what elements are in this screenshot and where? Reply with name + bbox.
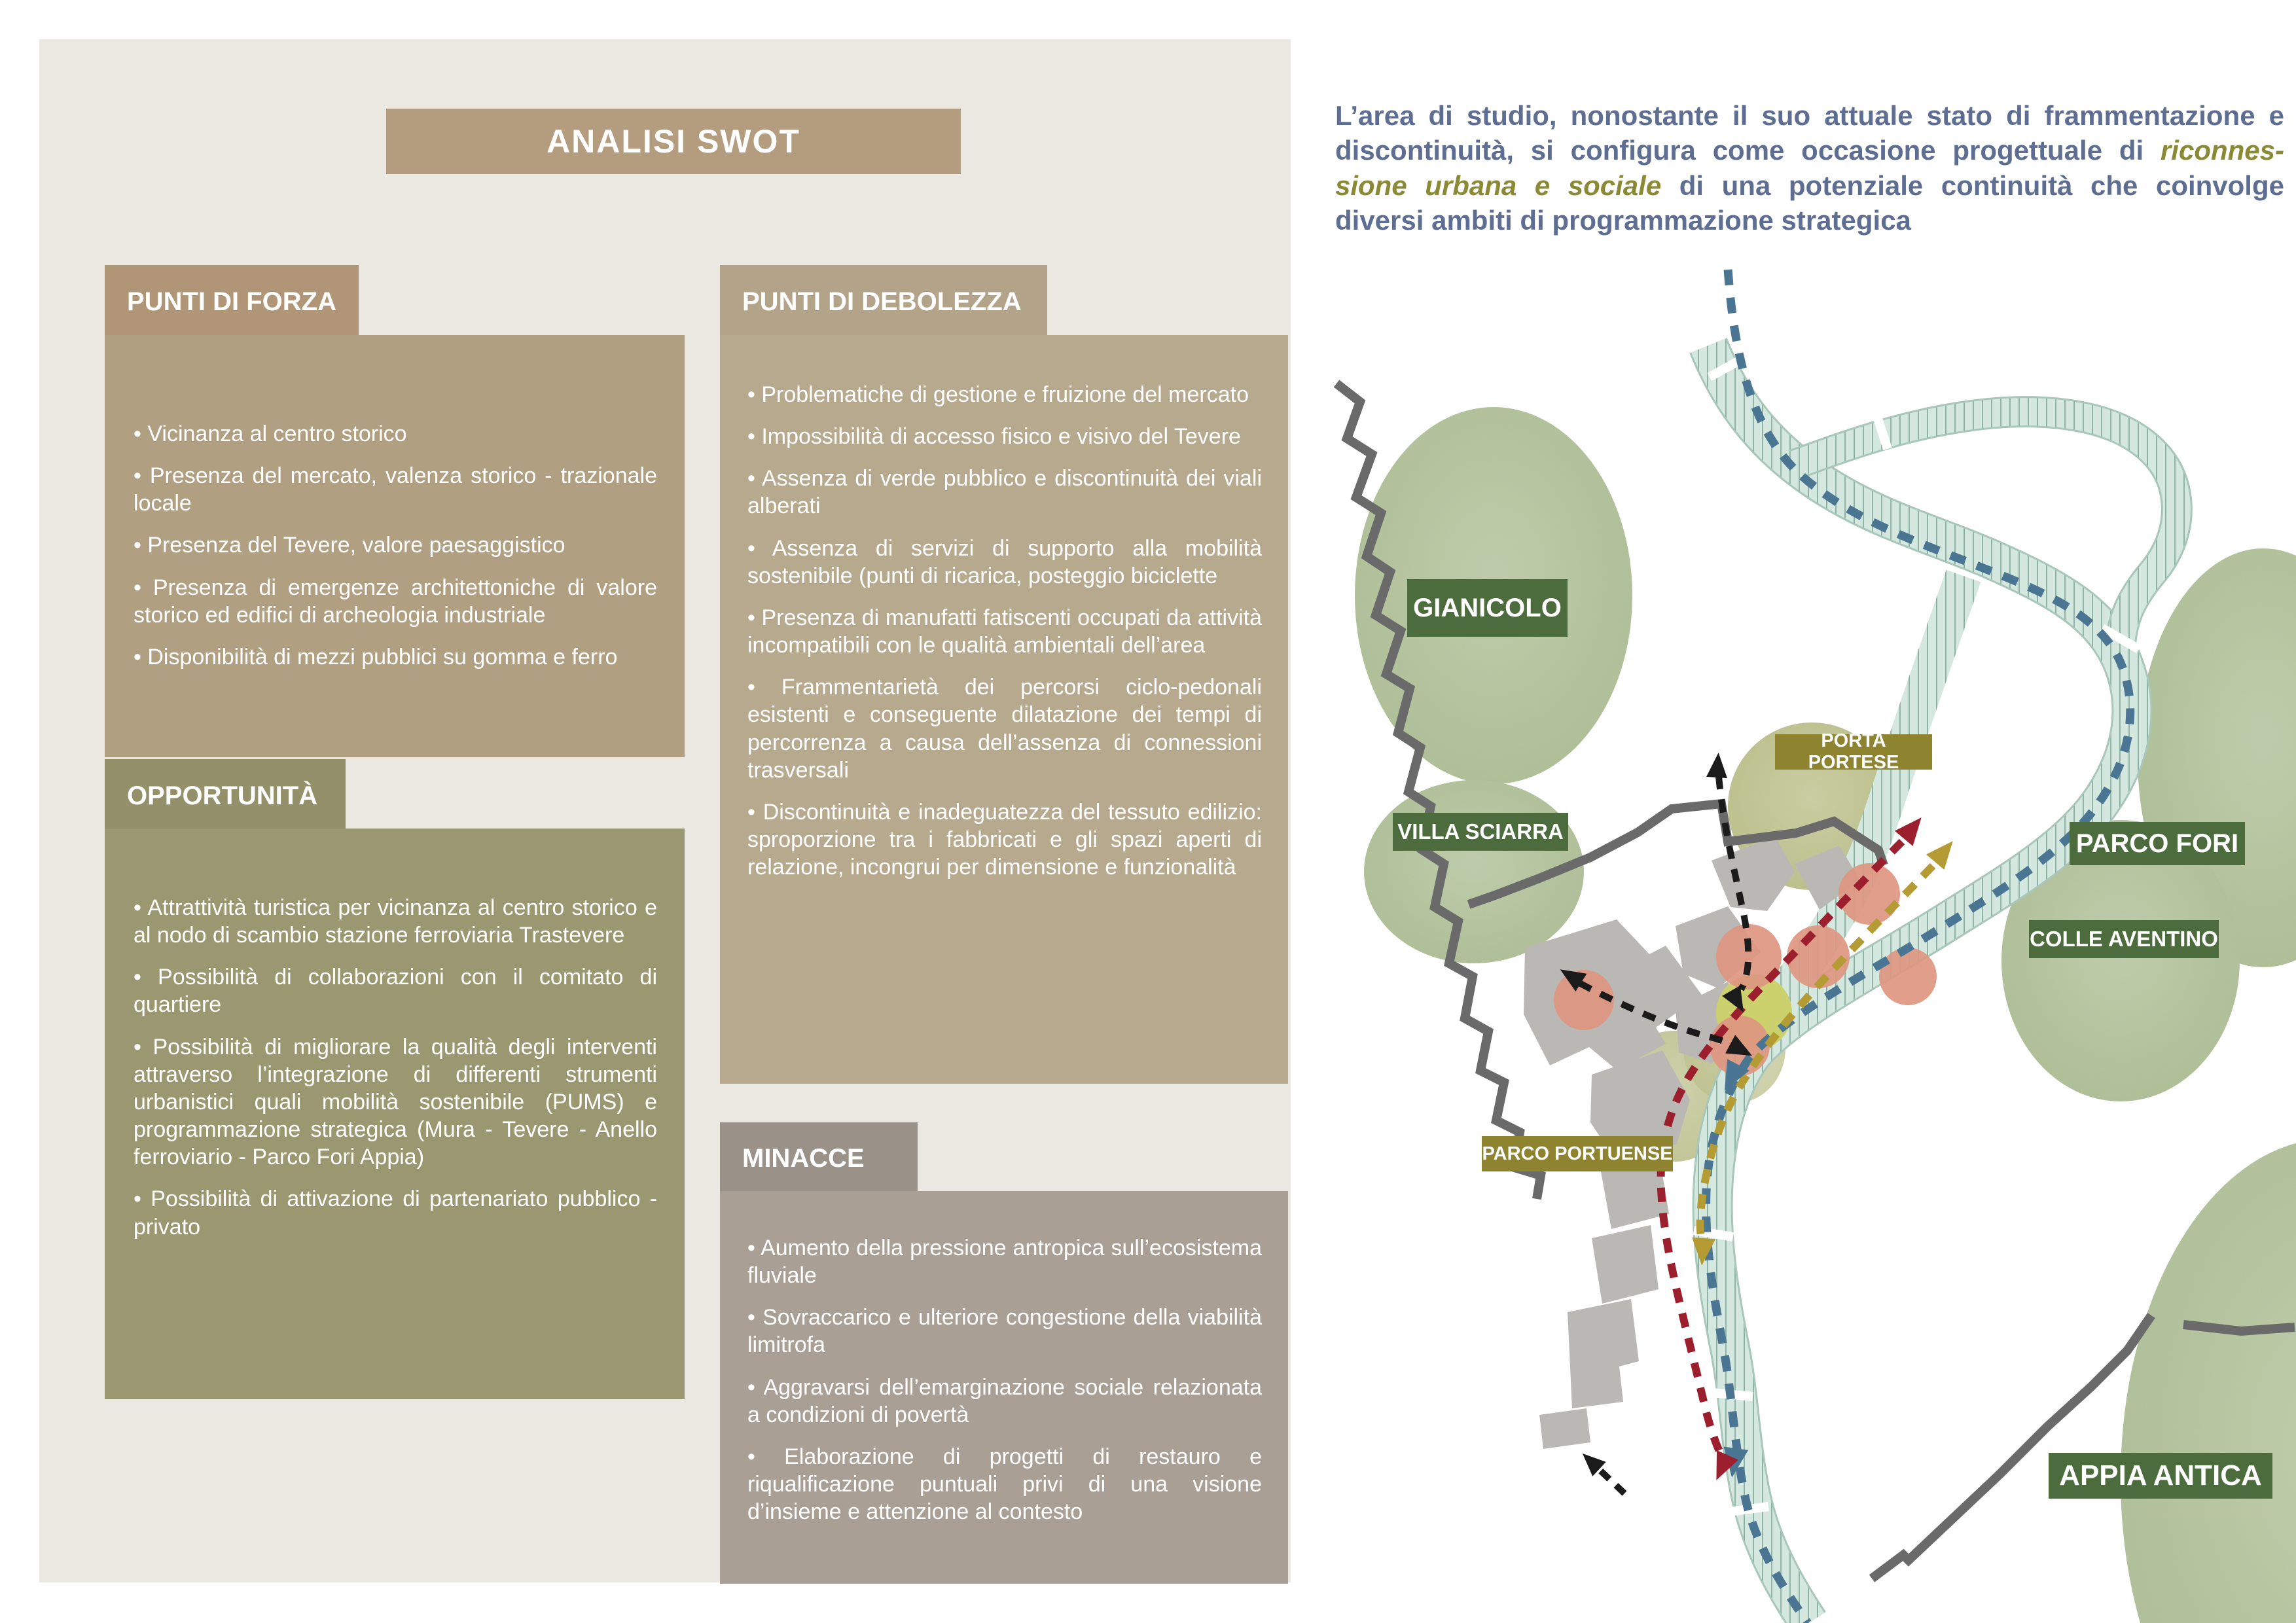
map-label-appia-antica: APPIA ANTICA [2049, 1453, 2272, 1499]
list-item: • Presenza di emergenze architettoniche di valore storico ed edifici di archeologia industriale [134, 575, 657, 628]
intro-line [1335, 168, 2284, 203]
map-label-gianicolo: GIANICOLO [1407, 579, 1568, 637]
map-label-porta-portese: PORTA PORTESE [1775, 734, 1932, 770]
list-item: • Presenza del Tevere, valore paesaggistico [134, 533, 565, 558]
weaknesses-list [720, 335, 1288, 1084]
list-item: • Presenza di manufatti fatiscenti occupati da attività incompatibili con le qualità ambientali dell’area [747, 605, 1262, 658]
list-item: • Impossibilità di accesso fisico e visivo del Tevere [747, 424, 1241, 450]
list-item: • Presenza del mercato, valenza storico - trazionale locale [134, 463, 657, 516]
map-label-parco-portuense: PARCO PORTUENSE [1482, 1136, 1673, 1171]
intro-paragraph [1335, 98, 2284, 238]
list-item: • Possibilità di migliorare la qualità degli interventi attraverso l’integrazione di differenti strumenti urbanistici quali mobilità sostenibile (PUMS) e programmazione strategica (Mura - Tevere - Anello ferroviario - Parco Fori Appia) [134, 1034, 657, 1170]
list-item: • Possibilità di attivazione di partenariato pubblico - privato [134, 1186, 657, 1240]
intro-text: diversi ambiti di programmazione strategica [1335, 204, 1911, 236]
swot-panel [39, 39, 1291, 1582]
list-item: • Frammentarietà dei percorsi ciclo-pedonali esistenti e conseguente dilatazione dei tempi di percorrenza a causa dell’assenza di connessioni trasversali [747, 675, 1262, 783]
opportunities-list [105, 829, 685, 1399]
intro-line [1335, 133, 2284, 168]
weaknesses-header: PUNTI DI DEBOLEZZA [720, 265, 1047, 338]
list-item: • Attrattività turistica per vicinanza al centro storico e al nodo di scambio stazione ferroviaria Trastevere [134, 895, 657, 948]
strategic-map [1309, 249, 2296, 1623]
list-item: • Disponibilità di mezzi pubblici su gomma e ferro [134, 644, 618, 669]
list-item: • Sovraccarico e ulteriore congestione della viabilità limitrofa [747, 1305, 1262, 1358]
black-arrow-north [1706, 752, 1729, 778]
intro-text: di una potenziale continuità che coinvolge [1661, 169, 2284, 201]
map-label-colle-aventino: COLLE AVENTINO [2029, 920, 2219, 958]
list-item: • Possibilità di collaborazioni con il comitato di quartiere [134, 965, 657, 1018]
opportunities-header: OPPORTUNITÀ [105, 759, 346, 832]
intro-line [1335, 98, 2284, 133]
intro-text: L’area di studio, nonostante il suo attuale stato di frammentazione e [1335, 100, 2284, 131]
strengths-list [105, 335, 685, 757]
page-title-box [386, 109, 961, 174]
map-label-parco-fori: PARCO FORI [2070, 822, 2245, 865]
strengths-header: PUNTI DI FORZA [105, 265, 359, 338]
list-item: • Vicinanza al centro storico [134, 421, 407, 446]
intro-accent-text: sione urbana e sociale [1335, 169, 1662, 201]
intro-line [1335, 203, 2284, 238]
olive-arrow-ne [1926, 834, 1962, 870]
list-item: • Problematiche di gestione e fruizione del mercato [747, 382, 1249, 407]
list-item: • Elaborazione di progetti di restauro e riqualificazione puntuali privi di una visione d’insieme e attenzione al contesto [747, 1444, 1262, 1525]
threats-header: MINACCE [720, 1122, 918, 1194]
threats-list [720, 1191, 1288, 1584]
page-title: ANALISI SWOT [547, 123, 800, 160]
connection-black-south [1598, 1469, 1624, 1493]
intro-text: discontinuità, si configura come occasione progettuale di [1335, 135, 2161, 166]
appia-antica-circle [2121, 1139, 2296, 1623]
list-item: • Discontinuità e inadeguatezza del tessuto edilizio: sproporzione tra i fabbricati e gli spazi aperti di relazione, incongrui per dimensione e funzionalità [747, 799, 1262, 880]
intro-accent-text: riconnes- [2160, 135, 2284, 166]
list-item: • Aggravarsi dell’emarginazione sociale relazionata a condizioni di povertà [747, 1374, 1262, 1427]
wall-appia [1872, 1315, 2151, 1578]
list-item: • Assenza di verde pubblico e discontinuità dei viali alberati [747, 466, 1262, 519]
river-band-branch-fill [1795, 412, 2177, 645]
list-item: • Assenza di servizi di supporto alla mobilità sostenibile (punti di ricarica, posteggio biciclette [747, 535, 1262, 588]
list-item: • Aumento della pressione antropica sull’ecosistema fluviale [747, 1236, 1262, 1289]
map-label-villa-sciarra: VILLA SCIARRA [1393, 813, 1568, 851]
